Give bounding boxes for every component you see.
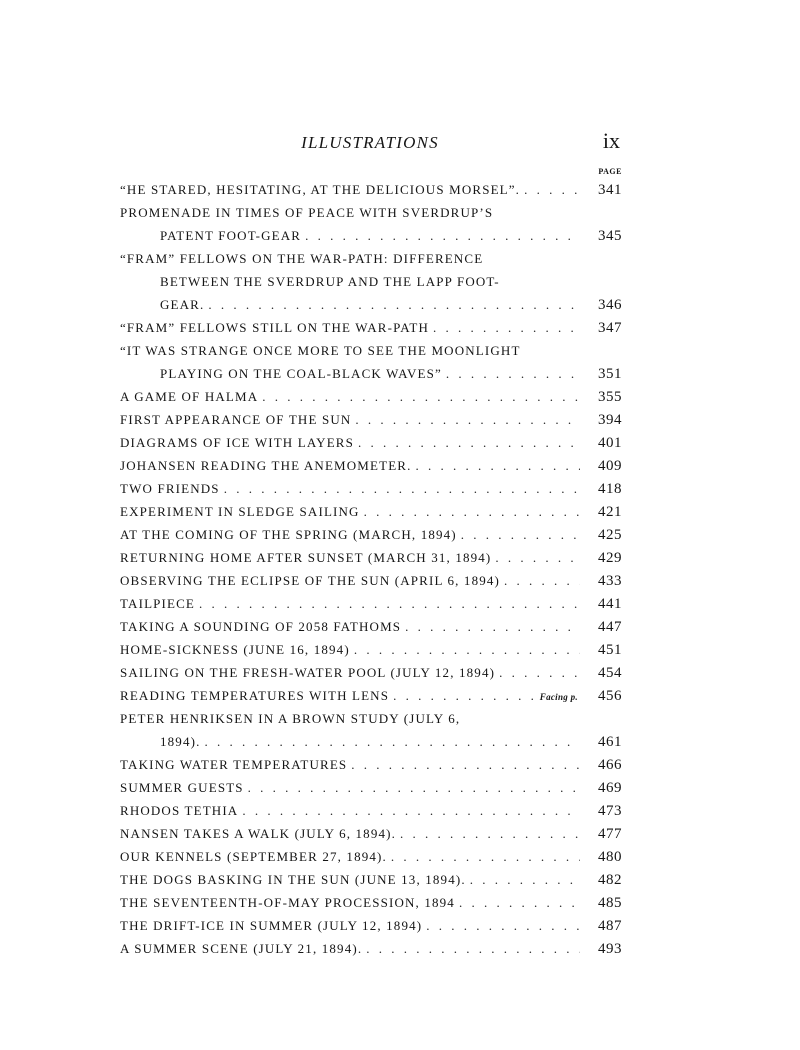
dot-leaders xyxy=(393,685,534,707)
entry-title: TAILPIECE xyxy=(120,596,196,611)
entry-title: A SUMMER SCENE (JULY 21, 1894). xyxy=(120,941,363,956)
entry-title: AT THE COMING OF THE SPRING (MARCH, 1894) xyxy=(120,527,457,542)
list-item xyxy=(120,754,622,776)
entry-page-number: 347 xyxy=(598,320,622,336)
entry-title: PETER HENRIKSEN IN A BROWN STUDY (JULY 6, xyxy=(120,711,461,726)
dot-leaders xyxy=(426,915,580,937)
list-item xyxy=(120,501,622,523)
entry-page-number: 341 xyxy=(598,182,622,198)
entry-page-number: 355 xyxy=(598,389,622,405)
facing-page-note: Facing p. xyxy=(539,692,578,702)
dot-leaders xyxy=(305,225,580,247)
list-item xyxy=(120,915,622,937)
list-item xyxy=(120,938,622,960)
list-item-line xyxy=(120,708,622,730)
entry-title: PROMENADE IN TIMES OF PEACE WITH SVERDRUP’S xyxy=(120,205,494,220)
list-item xyxy=(120,386,622,408)
entry-page-number: 346 xyxy=(598,297,622,313)
dot-leaders xyxy=(433,317,580,339)
entry-title: BETWEEN THE SVERDRUP AND THE LAPP FOOT- xyxy=(160,274,500,289)
entry-title: GEAR. xyxy=(160,297,205,312)
list-item-line xyxy=(120,202,622,224)
dot-leaders xyxy=(355,409,580,431)
entry-page-number: 429 xyxy=(598,550,622,566)
dot-leaders xyxy=(366,938,580,960)
list-item xyxy=(160,294,622,316)
entry-title: PATENT FOOT-GEAR xyxy=(160,228,302,243)
entry-title: DIAGRAMS OF ICE WITH LAYERS xyxy=(120,435,355,450)
entry-title: OUR KENNELS (SEPTEMBER 27, 1894). xyxy=(120,849,387,864)
dot-leaders xyxy=(499,662,580,684)
entry-title: THE SEVENTEENTH-OF-MAY PROCESSION, 1894 xyxy=(120,895,455,910)
entry-page-number: 451 xyxy=(598,642,622,658)
entry-title: “FRAM” FELLOWS STILL ON THE WAR-PATH xyxy=(120,320,429,335)
entry-title: READING TEMPERATURES WITH LENS xyxy=(120,688,390,703)
entry-page-number: 351 xyxy=(598,366,622,382)
entry-title: NANSEN TAKES A WALK (JULY 6, 1894). xyxy=(120,826,397,841)
list-item xyxy=(120,409,622,431)
entry-page-number: 418 xyxy=(598,481,622,497)
list-item xyxy=(120,547,622,569)
entry-page-number: 477 xyxy=(598,826,622,842)
dot-leaders xyxy=(351,754,580,776)
entry-title: FIRST APPEARANCE OF THE SUN xyxy=(120,412,352,427)
list-item xyxy=(120,478,622,500)
list-item xyxy=(120,685,622,707)
dot-leaders xyxy=(224,478,580,500)
dot-leaders xyxy=(248,777,580,799)
list-item xyxy=(120,455,622,477)
entry-title: SAILING ON THE FRESH-WATER POOL (JULY 12, 1894) xyxy=(120,665,496,680)
running-header-title: ILLUSTRATIONS xyxy=(301,133,439,152)
list-item xyxy=(120,869,622,891)
entry-title: RETURNING HOME AFTER SUNSET (MARCH 31, 1894) xyxy=(120,550,492,565)
list-item xyxy=(120,823,622,845)
dot-leaders xyxy=(358,432,580,454)
dot-leaders xyxy=(242,800,580,822)
entry-page-number: 493 xyxy=(598,941,622,957)
entry-title: EXPERIMENT IN SLEDGE SAILING xyxy=(120,504,360,519)
entry-page-number: 456 xyxy=(598,688,622,704)
list-item-line xyxy=(160,271,622,293)
list-item xyxy=(120,639,622,661)
dot-leaders xyxy=(416,455,581,477)
dot-leaders xyxy=(199,593,580,615)
entry-page-number: 487 xyxy=(598,918,622,934)
list-item xyxy=(120,432,622,454)
entry-page-number: 401 xyxy=(598,435,622,451)
list-item xyxy=(160,363,622,385)
dot-leaders xyxy=(495,547,580,569)
list-item xyxy=(120,800,622,822)
list-item xyxy=(160,225,622,247)
dot-leaders xyxy=(204,731,580,753)
entry-title: TAKING WATER TEMPERATURES xyxy=(120,757,348,772)
dot-leaders xyxy=(391,846,580,868)
dot-leaders xyxy=(524,179,580,201)
entry-page-number: 480 xyxy=(598,849,622,865)
list-item xyxy=(120,616,622,638)
dot-leaders xyxy=(400,823,580,845)
entry-title: 1894). xyxy=(160,734,201,749)
entry-title: TAKING A SOUNDING OF 2058 FATHOMS xyxy=(120,619,402,634)
dot-leaders xyxy=(405,616,580,638)
entry-title: THE DRIFT-ICE IN SUMMER (JULY 12, 1894) xyxy=(120,918,423,933)
list-item xyxy=(120,317,622,339)
entry-page-number: 409 xyxy=(598,458,622,474)
entry-page-number: 421 xyxy=(598,504,622,520)
dot-leaders xyxy=(364,501,580,523)
entry-page-number: 441 xyxy=(598,596,622,612)
dot-leaders xyxy=(459,892,580,914)
entry-title: PLAYING ON THE COAL-BLACK WAVES” xyxy=(160,366,442,381)
list-item xyxy=(120,846,622,868)
entry-title: “IT WAS STRANGE ONCE MORE TO SEE THE MOONLIGHT xyxy=(120,343,521,358)
list-item xyxy=(120,570,622,592)
entry-title: JOHANSEN READING THE ANEMOMETER. xyxy=(120,458,412,473)
dot-leaders xyxy=(470,869,580,891)
entry-page-number: 485 xyxy=(598,895,622,911)
dot-leaders xyxy=(262,386,580,408)
list-item xyxy=(120,892,622,914)
list-item xyxy=(120,662,622,684)
dot-leaders xyxy=(504,570,580,592)
entry-page-number: 447 xyxy=(598,619,622,635)
entry-title: OBSERVING THE ECLIPSE OF THE SUN (APRIL 6, 1894) xyxy=(120,573,501,588)
entry-title: RHODOS TETHIA xyxy=(120,803,239,818)
entry-page-number: 433 xyxy=(598,573,622,589)
entry-page-number: 425 xyxy=(598,527,622,543)
entry-title: “HE STARED, HESITATING, AT THE DELICIOUS MORSEL”. xyxy=(120,182,521,197)
entry-page-number: 454 xyxy=(598,665,622,681)
running-header-page-number: ix xyxy=(602,128,620,153)
list-item-line xyxy=(120,248,622,270)
list-item-line xyxy=(120,340,622,362)
list-item xyxy=(120,593,622,615)
entry-page-number: 466 xyxy=(598,757,622,773)
entry-title: “FRAM” FELLOWS ON THE WAR-PATH: DIFFERENCE xyxy=(120,251,484,266)
entry-title: SUMMER GUESTS xyxy=(120,780,244,795)
list-item xyxy=(120,179,622,201)
dot-leaders xyxy=(461,524,580,546)
entry-title: THE DOGS BASKING IN THE SUN (JUNE 13, 1894). xyxy=(120,872,466,887)
list-item xyxy=(120,777,622,799)
entry-page-number: 394 xyxy=(598,412,622,428)
list-item xyxy=(120,524,622,546)
entry-page-number: 461 xyxy=(598,734,622,750)
dot-leaders xyxy=(208,294,580,316)
entry-page-number: 473 xyxy=(598,803,622,819)
entry-title: A GAME OF HALMA xyxy=(120,389,259,404)
list-item xyxy=(160,731,622,753)
entry-page-number: 482 xyxy=(598,872,622,888)
page-column-label: PAGE xyxy=(598,167,622,176)
entry-page-number: 469 xyxy=(598,780,622,796)
entry-title: TWO FRIENDS xyxy=(120,481,220,496)
entry-title: HOME-SICKNESS (JUNE 16, 1894) xyxy=(120,642,350,657)
entry-page-number: 345 xyxy=(598,228,622,244)
dot-leaders xyxy=(354,639,580,661)
dot-leaders xyxy=(446,363,580,385)
